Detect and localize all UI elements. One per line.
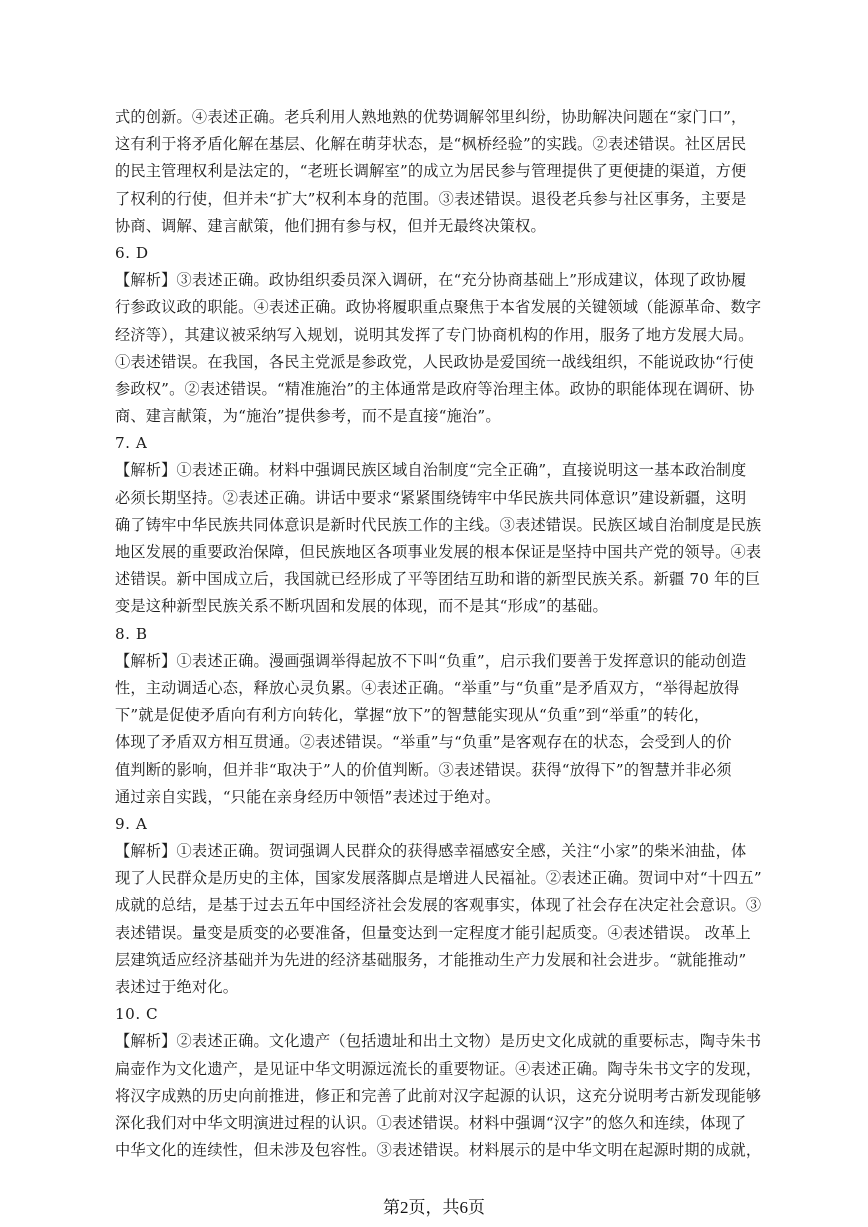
text-line: 述错误。新中国成立后，我国就已经形成了平等团结互助和谐的新型民族关系。新疆 70 年的巨 (115, 570, 761, 589)
text-line: 扁壶作为文化遗产，是见证中华文明源远流长的重要物证。④表述正确。陶寺朱书文字的发现， (115, 1059, 762, 1078)
text-line: 成就的总结，是基于过去五年中国经济社会发展的客观事实，体现了社会存在决定社会意识。③ (115, 896, 762, 915)
text-line: 变是这种新型民族关系不断巩固和发展的体现，而不是其“形成”的基础。 (115, 597, 608, 616)
text-line: 层建筑适应经济基础并为先进的经济基础服务，才能推动生产力发展和社会进步。“就能推动” (115, 950, 747, 969)
text-line: 【解析】①表述正确。贺词强调人民群众的获得感幸福感安全感，关注“小家”的柴米油盐，体 (115, 842, 747, 861)
question-answer-number: 9. A (115, 814, 148, 833)
text-line: 这有利于将矛盾化解在基层、化解在萌芽状态，是“枫桥经验”的实践。②表述错误。社区居民 (115, 135, 747, 154)
page-footer: 第2页，共6页 (383, 1198, 485, 1217)
text-line: 协商、调解、建言献策，他们拥有参与权，但并无最终决策权。 (115, 216, 546, 235)
question-answer-number: 10. C (115, 1005, 159, 1024)
text-line: 表述错误。量变是质变的必要准备，但量变达到一定程度才能引起质变。④表述错误。 改革上 (115, 923, 751, 942)
text-line: 通过亲自实践，“只能在亲身经历中领悟”表述过于绝对。 (115, 787, 501, 806)
text-line: 地区发展的重要政治保障，但民族地区各项事业发展的根本保证是坚持中国共产党的领导。④表 (115, 543, 762, 561)
text-line: 【解析】③表述正确。政协组织委员深入调研，在“充分协商基础上”形成建议，体现了政协履 (115, 271, 747, 290)
text-line: 必须长期坚持。②表述正确。讲话中要求“紧紧围绕铸牢中华民族共同体意识”建设新疆，这明 (115, 488, 747, 507)
text-line: 确了铸牢中华民族共同体意识是新时代民族工作的主线。③表述错误。民族区域自治制度是民族 (115, 515, 762, 534)
text-line: 将汉字成熟的历史向前推进，修正和完善了此前对汉字起源的认识，这充分说明考古新发现能够 (115, 1086, 762, 1105)
text-line: 的民主管理权利是法定的，“老班长调解室”的成立为居民参与管理提供了更便捷的渠道，方便 (115, 162, 747, 181)
question-answer-number: 6. D (115, 243, 149, 262)
answer-text-body (115, 104, 765, 1164)
text-line: 了权利的行使，但并未“扩大”权利本身的范围。③表述错误。退役老兵参与社区事务，主要是 (115, 189, 747, 208)
text-line: 中华文化的连续性，但未涉及包容性。③表述错误。材料展示的是中华文明在起源时期的成就， (115, 1141, 762, 1160)
text-line: ①表述错误。在我国，各民主党派是参政党，人民政协是爱国统一战线组织，不能说政协“行使 (115, 352, 754, 371)
text-line: 体现了矛盾双方相互贯通。②表述错误。“举重”与“负重”是客观存在的状态，会受到人的价 (115, 733, 732, 752)
text-line: 经济等），其建议被采纳写入规划，说明其发挥了专门协商机构的作用，服务了地方发展大局。 (115, 325, 754, 344)
text-line: 表述过于绝对化。 (115, 978, 239, 996)
text-line: 商、建言献策，为“施治”提供参考，而不是直接“施治”。 (115, 407, 501, 426)
text-line: 【解析】②表述正确。文化遗产（包括遗址和出土文物）是历史文化成就的重要标志，陶寺朱书 (115, 1032, 762, 1051)
text-line: 式的创新。④表述正确。老兵利用人熟地熟的优势调解邻里纠纷，协助解决问题在“家门口”， (115, 108, 747, 126)
text-line: 【解析】①表述正确。漫画强调举得起放不下叫“负重”，启示我们要善于发挥意识的能动创造 (115, 651, 747, 670)
question-answer-number: 7. A (115, 434, 148, 453)
text-line: 下”就是促使矛盾向有利方向转化，掌握“放下”的智慧能实现从“负重”到“举重”的转化， (115, 706, 710, 725)
question-answer-number: 8. B (115, 624, 148, 643)
text-line: 值判断的影响，但并非“取决于”人的价值判断。③表述错误。获得“放得下”的智慧并非必须 (115, 760, 732, 779)
text-line: 性，主动调适心态，释放心灵负累。④表述正确。“举重”与“负重”是矛盾双方，“举得起放得 (115, 678, 740, 697)
text-line: 【解析】①表述正确。材料中强调民族区域自治制度“完全正确”，直接说明这一基本政治制度 (115, 461, 747, 480)
text-line: 参政权”。②表述错误。“精准施治”的主体通常是政府等治理主体。政协的职能体现在调研、协 (115, 379, 755, 398)
text-line: 现了人民群众是历史的主体，国家发展落脚点是增进人民福祉。②表述正确。贺词中对“十四五” (115, 869, 762, 888)
text-line: 深化我们对中华文明演进过程的认识。①表述错误。材料中强调“汉字”的悠久和连续，体现了 (115, 1113, 747, 1132)
text-line: 行参政议政的职能。④表述正确。政协将履职重点聚焦于本省发展的关键领域（能源革命、数字 (115, 298, 762, 317)
